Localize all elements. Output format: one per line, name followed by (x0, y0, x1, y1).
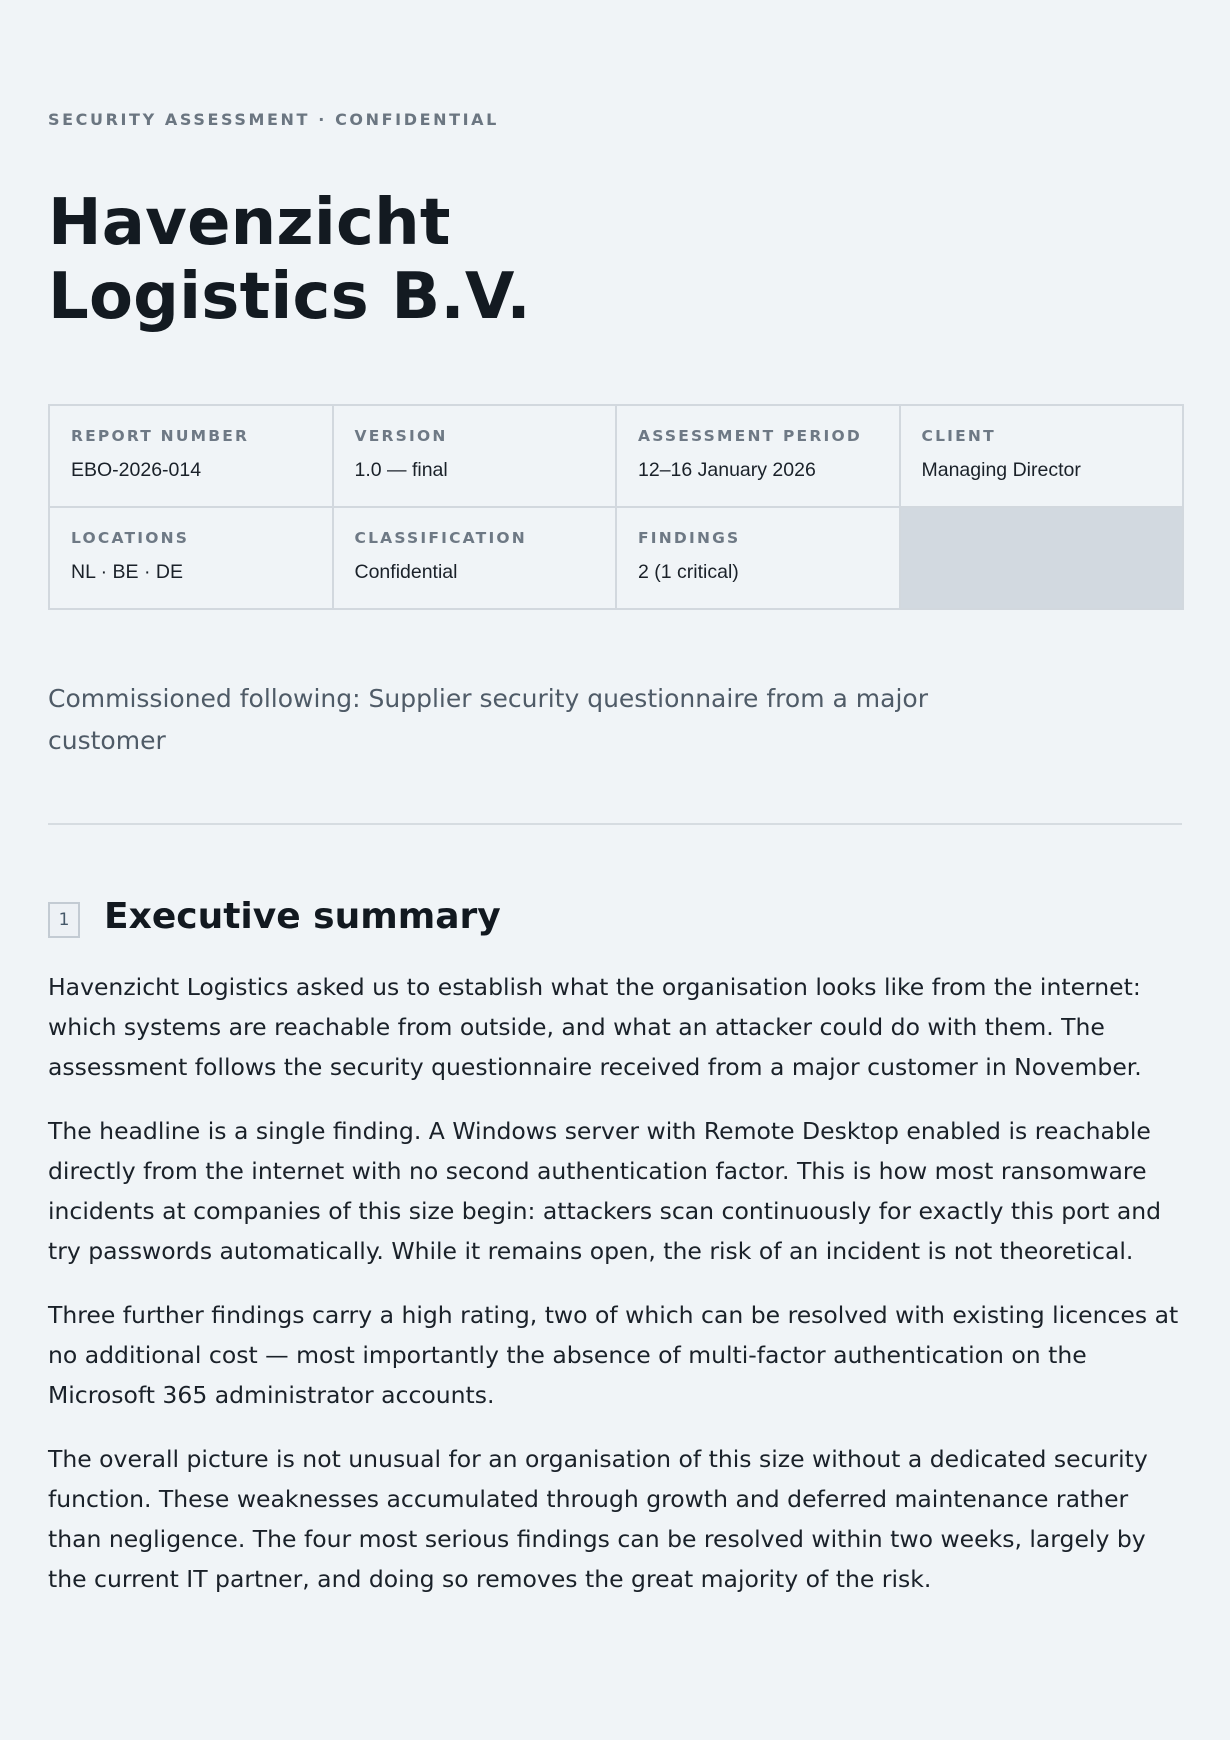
meta-version (334, 406, 618, 508)
meta-value: 1.0 — final (354, 459, 448, 481)
meta-locations (50, 508, 334, 610)
meta-findings (617, 508, 901, 610)
section-heading (48, 895, 1182, 939)
document-eyebrow: SECURITY ASSESSMENT · CONFIDENTIAL (48, 110, 499, 129)
summary-paragraph: Three further findings carry a high rating, two of which can be resolved with existing licences at no additional cost — most importantly the absence of multi-factor authentication on the Microsoft 365 administrator accounts. (48, 1301, 1179, 1409)
meta-value: Confidential (354, 561, 458, 583)
meta-client (901, 406, 1185, 508)
meta-label: LOCATIONS (71, 529, 190, 547)
meta-label: REPORT NUMBER (71, 427, 250, 445)
meta-classification (334, 508, 618, 610)
metadata-grid (48, 404, 1184, 610)
page-title: Havenzicht Logistics B.V. (48, 186, 531, 334)
summary-paragraph: The overall picture is not unusual for an organisation of this size without a dedicated security function. These weaknesses accumulated through growth and deferred maintenance rather than negligence. The four most serious findings can be resolved within two weeks, largely by the current IT partner, and doing so removes the great majority of the risk. (48, 1445, 1148, 1593)
meta-assessment-period (617, 406, 901, 508)
section-body (48, 967, 1188, 1599)
meta-value: NL · BE · DE (71, 561, 183, 583)
meta-value: 12–16 January 2026 (638, 459, 816, 481)
meta-value: 2 (1 critical) (638, 561, 739, 583)
section-divider (48, 823, 1182, 825)
meta-label: VERSION (354, 427, 448, 445)
meta-label: CLASSIFICATION (354, 529, 527, 547)
section-title: Executive summary (104, 896, 501, 937)
meta-label: CLIENT (921, 427, 996, 445)
summary-paragraph: Havenzicht Logistics asked us to establish what the organisation looks like from the internet: which systems are reachable from outside, and what an attacker could do with them. The assessment follows the security questionnaire received from a major customer in November. (48, 973, 1142, 1081)
meta-label: ASSESSMENT PERIOD (638, 427, 862, 445)
section-number-badge: 1 (48, 902, 80, 938)
meta-empty-cell (901, 508, 1185, 610)
meta-value: EBO-2026-014 (71, 459, 202, 481)
meta-value: Managing Director (921, 459, 1081, 481)
meta-report-number (50, 406, 334, 508)
summary-paragraph: The headline is a single finding. A Windows server with Remote Desktop enabled is reachable directly from the internet with no second authentication factor. This is how most ransomware incidents at companies of this size begin: attackers scan continuously for exactly this port and try passwords automatically. While it remains open, the risk of an incident is not theoretical. (48, 1117, 1162, 1265)
commission-note: Commissioned following: Supplier security questionnaire from a major customer (48, 684, 928, 755)
meta-label: FINDINGS (638, 529, 741, 547)
